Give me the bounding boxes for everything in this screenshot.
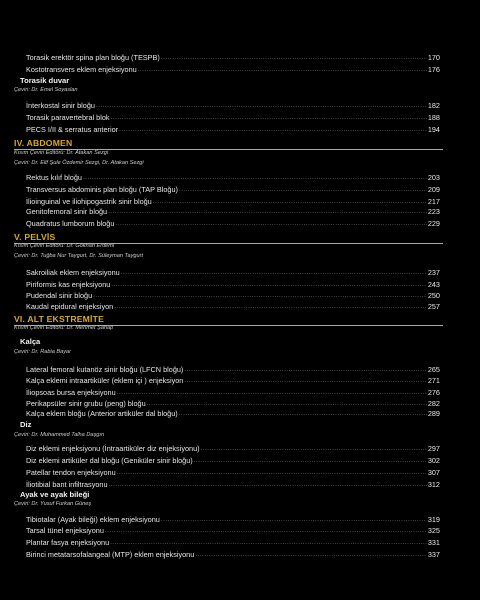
toc-page-number: 229 bbox=[427, 219, 440, 228]
toc-page-number: 188 bbox=[427, 113, 440, 122]
translator-credit: Çeviri: Dr. Emel Soyaslan bbox=[14, 87, 78, 93]
toc-entry[interactable] bbox=[26, 407, 440, 418]
toc-entry-title: İnterkostal sinir bloğu bbox=[26, 101, 95, 110]
toc-entry[interactable] bbox=[26, 524, 440, 535]
translator-credit: Çeviri: Dr. Tuğba Nur Taygurt, Dr. Süleyman Taygurt bbox=[14, 253, 144, 259]
dot-leader bbox=[161, 54, 427, 62]
dot-leader bbox=[138, 66, 427, 74]
section-heading: VI. ALT EKSTREMİTE bbox=[14, 314, 105, 324]
translator-credit: Çeviri: Dr. Yusuf Furkan Güneş bbox=[14, 501, 92, 507]
toc-entry[interactable] bbox=[26, 205, 440, 216]
toc-entry[interactable] bbox=[26, 548, 440, 559]
toc-entry[interactable] bbox=[26, 171, 440, 182]
dot-leader bbox=[179, 410, 427, 418]
toc-entry[interactable] bbox=[26, 466, 440, 477]
toc-entry-title: Tibiotalar (Ayak bileği) eklem enjeksiyonu bbox=[26, 515, 160, 524]
toc-entry[interactable] bbox=[26, 300, 440, 311]
toc-entry[interactable] bbox=[26, 99, 440, 110]
toc-entry-title: Plantar fasya enjeksiyonu bbox=[26, 538, 110, 547]
toc-entry-title: Tarsal tünel enjeksiyonu bbox=[26, 526, 104, 535]
toc-page-number: 209 bbox=[427, 185, 440, 194]
dot-leader bbox=[115, 220, 426, 228]
toc-page-number: 276 bbox=[427, 388, 440, 397]
toc-page-number: 182 bbox=[427, 101, 440, 110]
toc-entry[interactable] bbox=[26, 363, 440, 374]
toc-page-number: 257 bbox=[427, 302, 440, 311]
toc-page-number: 203 bbox=[427, 173, 440, 182]
toc-entry-title: Diz eklemi enjeksiyonu (İntraartiküler diz enjeksiyonu) bbox=[26, 444, 200, 453]
toc-entry[interactable] bbox=[26, 513, 440, 524]
toc-page-number: 282 bbox=[427, 399, 440, 408]
dot-leader bbox=[114, 303, 427, 311]
toc-entry[interactable] bbox=[26, 111, 440, 122]
toc-page-number: 223 bbox=[427, 207, 440, 216]
toc-entry-title: İlioinguinal ve iliohipogastrik sinir bloğu bbox=[26, 197, 152, 206]
toc-entry[interactable] bbox=[26, 123, 440, 134]
dot-leader bbox=[96, 102, 427, 110]
dot-leader bbox=[108, 208, 427, 216]
toc-page-number: 289 bbox=[427, 409, 440, 418]
dot-leader bbox=[105, 527, 427, 535]
toc-page-number: 217 bbox=[427, 197, 440, 206]
toc-entry-title: Pudendal sinir bloğu bbox=[26, 291, 93, 300]
toc-entry-title: Genitofemoral sinir bloğu bbox=[26, 207, 108, 216]
toc-page-number: 170 bbox=[427, 53, 440, 62]
toc-entry-title: İliopsoas bursa enjeksiyonu bbox=[26, 388, 116, 397]
toc-entry-title: Lateral femoral kutanöz sinir bloğu (LFCN bloğu) bbox=[26, 365, 184, 374]
toc-entry-title: PECS I/II & serratus anterior bbox=[26, 125, 119, 134]
toc-entry[interactable] bbox=[26, 289, 440, 300]
toc-entry-title: Torasik erektör spina plan bloğu (TESPB) bbox=[26, 53, 160, 62]
toc-entry-title: Diz eklemi artiküler dal bloğu (Geniküler sinir bloğu) bbox=[26, 456, 193, 465]
toc-page-number: 176 bbox=[427, 65, 440, 74]
toc-entry-title: Sakroiliak eklem enjeksiyonu bbox=[26, 268, 120, 277]
dot-leader bbox=[194, 457, 427, 465]
subsection-heading: Ayak ve ayak bileği bbox=[20, 490, 90, 499]
toc-entry[interactable] bbox=[26, 183, 440, 194]
dot-leader bbox=[121, 269, 427, 277]
toc-entry-title: Rektus kılıf bloğu bbox=[26, 173, 82, 182]
toc-page-number: 319 bbox=[427, 515, 440, 524]
toc-page-number: 250 bbox=[427, 291, 440, 300]
toc-entry-title: Birinci metatarsofalangeal (MTP) eklem enjeksiyonu bbox=[26, 550, 195, 559]
toc-page-number: 312 bbox=[427, 480, 440, 489]
toc-entry[interactable] bbox=[26, 278, 440, 289]
subsection-heading: Kalça bbox=[20, 337, 41, 346]
section-heading: V. PELVİS bbox=[14, 232, 56, 242]
translator-credit: Çeviri: Dr. Rabia Bayar bbox=[14, 349, 71, 355]
dot-leader bbox=[161, 516, 427, 524]
toc-page-number: 271 bbox=[427, 376, 440, 385]
dot-leader bbox=[184, 366, 426, 374]
dot-leader bbox=[111, 281, 426, 289]
toc-entry-title: Perikapsüler sinir grubu (peng) bloğu bbox=[26, 399, 146, 408]
toc-entry-title: Kalça eklem bloğu (Anterior artiküler dal bloğu) bbox=[26, 409, 178, 418]
toc-entry-title: Quadratus lumborum bloğu bbox=[26, 219, 115, 228]
toc-entry-title: İliotibial bant infiltrasyonu bbox=[26, 480, 108, 489]
toc-entry[interactable] bbox=[26, 386, 440, 397]
translator-credit: Kısım Çeviri Editörü: Dr. Gökhan Erdemi bbox=[14, 243, 115, 249]
subsection-heading: Torasik duvar bbox=[20, 76, 70, 85]
toc-entry-title: Kostotransvers eklem enjeksiyonu bbox=[26, 65, 137, 74]
toc-page-number: 307 bbox=[427, 468, 440, 477]
toc-entry[interactable] bbox=[26, 266, 440, 277]
dot-leader bbox=[179, 186, 427, 194]
toc-page-number: 194 bbox=[427, 125, 440, 134]
translator-credit: Kısım Çeviri Editörü: Dr. Mehmet Şahap bbox=[14, 325, 114, 331]
dot-leader bbox=[109, 481, 427, 489]
toc-entry[interactable] bbox=[26, 478, 440, 489]
toc-entry[interactable] bbox=[26, 536, 440, 547]
toc-page-number: 302 bbox=[427, 456, 440, 465]
dot-leader bbox=[111, 114, 427, 122]
toc-entry[interactable] bbox=[26, 374, 440, 385]
dot-leader bbox=[110, 539, 427, 547]
translator-credit: Çeviri: Dr. Muhammed Talha Daşgın bbox=[14, 432, 105, 438]
toc-entry-title: Transversus abdominis plan bloğu (TAP Bloğu) bbox=[26, 185, 178, 194]
toc-page-number: 297 bbox=[427, 444, 440, 453]
dot-leader bbox=[201, 445, 427, 453]
toc-entry-title: Torasik paravertebral blok bbox=[26, 113, 110, 122]
toc-entry-title: Piriformis kas enjeksiyonu bbox=[26, 280, 111, 289]
subsection-heading: Diz bbox=[20, 420, 32, 429]
dot-leader bbox=[184, 377, 426, 385]
toc-entry[interactable] bbox=[26, 217, 440, 228]
toc-page-number: 243 bbox=[427, 280, 440, 289]
toc-page-number: 325 bbox=[427, 526, 440, 535]
toc-entry-title: Patellar tendon enjeksiyonu bbox=[26, 468, 116, 477]
toc-entry[interactable] bbox=[26, 63, 440, 74]
dot-leader bbox=[83, 174, 427, 182]
toc-page-number: 331 bbox=[427, 538, 440, 547]
dot-leader bbox=[93, 292, 427, 300]
toc-entry-title: Kalça eklemi intraartiküler (eklem içi ) enjeksiyon bbox=[26, 376, 184, 385]
toc-page-number: 265 bbox=[427, 365, 440, 374]
section-heading: IV. ABDOMEN bbox=[14, 138, 73, 148]
toc-entry-title: Kaudal epidural enjeksiyon bbox=[26, 302, 114, 311]
dot-leader bbox=[195, 551, 427, 559]
dot-leader bbox=[119, 126, 427, 134]
toc-page-number: 237 bbox=[427, 268, 440, 277]
translator-credit: Kısım Çeviri Editörü: Dr. Atakan Sezgi bbox=[14, 150, 109, 156]
translator-credit: Çeviri: Dr. Elif Şule Özdemir Sezgi, Dr. Atakan Sezgi bbox=[14, 160, 144, 166]
toc-entry[interactable] bbox=[26, 442, 440, 453]
toc-page-number: 337 bbox=[427, 550, 440, 559]
toc-entry[interactable] bbox=[26, 51, 440, 62]
dot-leader bbox=[117, 389, 427, 397]
toc-entry[interactable] bbox=[26, 454, 440, 465]
dot-leader bbox=[117, 469, 427, 477]
